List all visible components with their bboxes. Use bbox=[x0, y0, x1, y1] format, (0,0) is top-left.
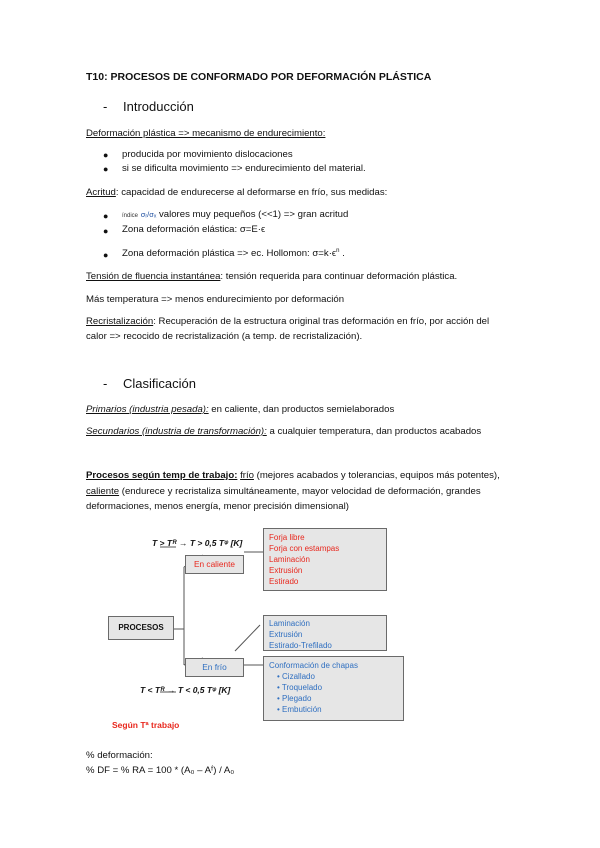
diagram-caption: Según Tª trabajo bbox=[112, 720, 180, 730]
bullet-icon: • bbox=[277, 672, 283, 681]
acritud-term: Acritud bbox=[86, 187, 116, 198]
heading-dash: - bbox=[103, 376, 108, 391]
hollomon-exponent: n bbox=[336, 248, 340, 254]
list-item: Extrusión bbox=[269, 630, 303, 639]
frio-list-box bbox=[263, 615, 387, 651]
processes-diagram bbox=[100, 525, 410, 740]
list-item: Estirado bbox=[269, 577, 299, 586]
acritud-text: : capacidad de endurecerse al deformarse en frío, sus medidas: bbox=[115, 187, 388, 198]
bullet-icon: • bbox=[277, 683, 282, 692]
list-item: • Embutición bbox=[277, 705, 322, 714]
indice-text: valores muy pequeños (<<1) => gran acritud bbox=[156, 209, 349, 220]
list-item: Estirado-Trefilado bbox=[269, 641, 332, 650]
bullet-icon: ● bbox=[103, 150, 109, 160]
bullet-icon: ● bbox=[103, 211, 109, 221]
secundarios-text: a cualquier temperatura, dan productos acabados bbox=[266, 426, 482, 437]
bullet-icon: ● bbox=[103, 250, 109, 260]
page-title: T10: PROCESOS DE CONFORMADO POR DEFORMACIÓN PLÁSTICA bbox=[86, 71, 432, 83]
procesos-term: Procesos según temp de trabajo: bbox=[86, 470, 238, 481]
top-condition: T > Tᴿ → T > 0,5 Tᵠ [K] bbox=[152, 538, 243, 548]
chapas-title: Conformación de chapas bbox=[269, 661, 358, 670]
list-item: Laminación bbox=[269, 619, 310, 628]
list-item: • Plegado bbox=[277, 694, 312, 703]
procesos-text-2: (endurece y recristaliza simultáneamente, mayor velocidad de deformación, grandes bbox=[119, 486, 481, 497]
tension-text: : tensión requerida para continuar deformación plástica. bbox=[220, 271, 458, 282]
indice-word: índice bbox=[122, 213, 139, 219]
recristal-paragraph-2: calor => recocido de recristalización (a temp. de recristalización). bbox=[86, 331, 363, 342]
indice-formula: σᵣ/σₓ bbox=[140, 210, 157, 219]
tension-paragraph bbox=[86, 270, 457, 283]
recristal-paragraph bbox=[86, 315, 489, 328]
deformacion-label: Deformación plástica => mecanismo de endurecimiento: bbox=[86, 128, 326, 139]
caliente-list-box bbox=[263, 528, 387, 591]
frio-term: frío bbox=[240, 470, 254, 481]
recristal-text: : Recuperación de la estructura original tras deformación en frío, por acción del bbox=[153, 316, 490, 327]
chapas-box bbox=[263, 656, 404, 721]
bullet-icon: ● bbox=[103, 164, 109, 174]
bullet-icon: • bbox=[277, 694, 283, 703]
caliente-list bbox=[269, 532, 339, 587]
primarios-term: Primarios (industria pesada): bbox=[86, 404, 209, 415]
connector-line bbox=[235, 625, 260, 651]
list-item: Forja con estampas bbox=[269, 544, 340, 553]
procesos-label: PROCESOS bbox=[118, 623, 164, 632]
hollomon-end: . bbox=[339, 248, 345, 260]
procesos-box bbox=[108, 616, 174, 640]
primarios-paragraph bbox=[86, 403, 394, 416]
primarios-text: en caliente, dan productos semielaborados bbox=[208, 404, 395, 415]
recristal-term: Recristalización bbox=[86, 316, 154, 327]
list-item-indice bbox=[122, 209, 348, 220]
chapas-list bbox=[269, 660, 358, 715]
tension-term: Tensión de fluencia instantánea bbox=[86, 271, 221, 282]
frio-list bbox=[269, 618, 332, 651]
en-frio-label: En frío bbox=[202, 662, 227, 672]
bullet-icon: • bbox=[277, 705, 283, 714]
temperatura-paragraph: Más temperatura => menos endurecimiento por deformación bbox=[86, 294, 345, 305]
bottom-condition: T < Tᴿ → T < 0,5 Tᵠ [K] bbox=[140, 685, 231, 695]
section-heading-clasificacion bbox=[103, 376, 196, 391]
heading-text: Introducción bbox=[123, 99, 194, 114]
secundarios-paragraph bbox=[86, 425, 481, 438]
list-item: Laminación bbox=[269, 555, 310, 564]
en-caliente-box bbox=[185, 555, 244, 574]
deformacion-formula: % DF = % RA = 100 * (A₀ – Aᶠ) / A₀ bbox=[86, 765, 235, 776]
procesos-paragraph-3: deformaciones, menos energía, menor precisión dimensional) bbox=[86, 501, 349, 512]
en-caliente-label: En caliente bbox=[193, 559, 236, 569]
list-item: si se dificulta movimiento => endurecimiento del material. bbox=[122, 163, 366, 174]
secundarios-term: Secundarios (industria de transformación): bbox=[86, 426, 267, 437]
list-item: Forja libre bbox=[269, 533, 305, 542]
list-item: Extrusión bbox=[269, 566, 303, 575]
procesos-text-1: (mejores acabados y tolerancias, equipos más potentes), bbox=[253, 470, 500, 481]
procesos-paragraph-2 bbox=[86, 485, 481, 498]
hollomon-text: Zona deformación plástica => ec. Hollomon: σ=k·ϵ bbox=[122, 248, 337, 260]
heading-text: Clasificación bbox=[123, 376, 196, 391]
list-item: Zona deformación elástica: σ=E·ϵ bbox=[122, 224, 266, 235]
bullet-icon: ● bbox=[103, 226, 109, 236]
list-item-hollomon bbox=[122, 248, 345, 259]
deformacion-label: % deformación: bbox=[86, 750, 153, 761]
heading-dash: - bbox=[103, 99, 108, 114]
section-heading-introduccion bbox=[103, 99, 194, 114]
list-item: • Cizallado bbox=[277, 672, 315, 681]
acritud-paragraph bbox=[86, 186, 387, 199]
caliente-term: caliente bbox=[86, 486, 120, 497]
list-item: • Troquelado bbox=[277, 683, 323, 692]
list-item: producida por movimiento dislocaciones bbox=[122, 149, 293, 160]
procesos-paragraph bbox=[86, 469, 500, 482]
en-frio-box bbox=[185, 658, 244, 677]
